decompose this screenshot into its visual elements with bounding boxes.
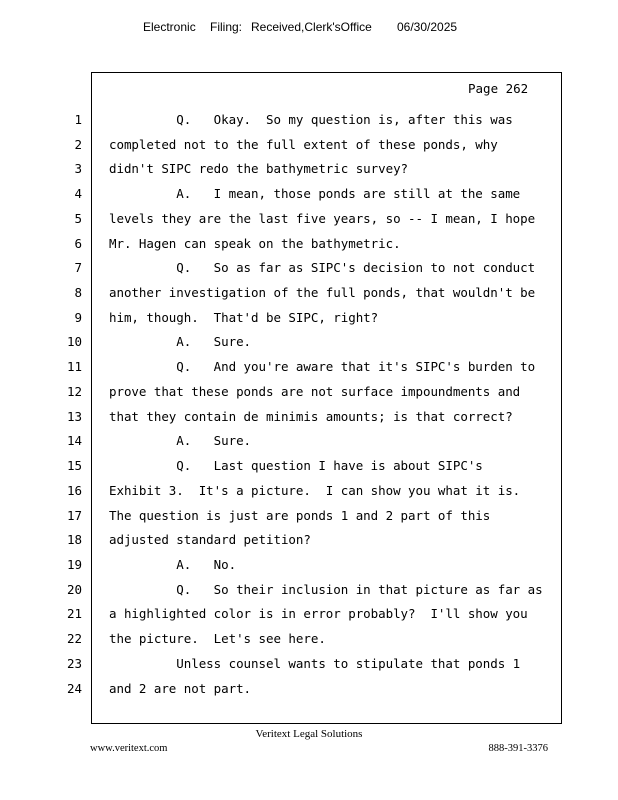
line-number: 17 — [66, 508, 82, 523]
line-text: him, though. That'd be SIPC, right? — [109, 310, 379, 325]
line-text: Q. Last question I have is about SIPC's — [109, 458, 483, 473]
header-filing: Filing: — [210, 20, 243, 34]
line-text: Mr. Hagen can speak on the bathymetric. — [109, 236, 401, 251]
line-text: a highlighted color is in error probably? I'll show you — [109, 606, 528, 621]
line-text: prove that these ponds are not surface impoundments and — [109, 384, 521, 399]
line-text: the picture. Let's see here. — [109, 631, 326, 646]
line-text: Q. Okay. So my question is, after this was — [109, 112, 513, 127]
line-text: levels they are the last five years, so -- I mean, I hope — [109, 211, 536, 226]
line-number: 4 — [74, 186, 82, 201]
line-number: 23 — [66, 656, 82, 671]
footer-phone: 888-391-3376 — [488, 743, 548, 754]
page-number: Page 262 — [468, 81, 529, 96]
line-text: didn't SIPC redo the bathymetric survey? — [109, 161, 409, 176]
line-text: Exhibit 3. It's a picture. I can show you what it is. — [109, 483, 521, 498]
line-text: that they contain de minimis amounts; is that correct? — [109, 409, 513, 424]
line-number: 19 — [66, 557, 82, 572]
line-number: 20 — [66, 582, 82, 597]
line-number: 2 — [74, 137, 82, 152]
line-number: 10 — [66, 334, 82, 349]
line-number: 18 — [66, 532, 82, 547]
line-text: Q. And you're aware that it's SIPC's burden to — [109, 359, 536, 374]
filing-header — [0, 20, 618, 38]
line-number: 14 — [66, 433, 82, 448]
line-text: completed not to the full extent of these ponds, why — [109, 137, 498, 152]
line-text: adjusted standard petition? — [109, 532, 311, 547]
line-text: Unless counsel wants to stipulate that ponds 1 — [109, 656, 521, 671]
line-number: 3 — [74, 161, 82, 176]
header-date: 06/30/2025 — [397, 20, 458, 34]
line-number: 13 — [66, 409, 82, 424]
header-received: Received,Clerk'sOffice — [251, 20, 372, 34]
line-number: 8 — [74, 285, 82, 300]
footer-company: Veritext Legal Solutions — [255, 728, 363, 740]
line-number: 6 — [74, 236, 82, 251]
line-text: A. Sure. — [109, 334, 252, 349]
footer-website: www.veritext.com — [90, 743, 168, 754]
line-number: 24 — [66, 681, 82, 696]
line-number: 5 — [74, 211, 82, 226]
line-number: 22 — [66, 631, 82, 646]
line-text: another investigation of the full ponds, that wouldn't be — [109, 285, 536, 300]
line-number: 15 — [66, 458, 82, 473]
header-electronic: Electronic — [143, 20, 196, 34]
line-number: 12 — [66, 384, 82, 399]
line-text: and 2 are not part. — [109, 681, 252, 696]
line-text: A. I mean, those ponds are still at the same — [109, 186, 521, 201]
line-number: 9 — [74, 310, 82, 325]
line-number: 7 — [74, 260, 82, 275]
line-text: Q. So as far as SIPC's decision to not conduct — [109, 260, 536, 275]
line-number: 1 — [74, 112, 82, 127]
line-number: 21 — [66, 606, 82, 621]
line-number: 11 — [66, 359, 82, 374]
line-number: 16 — [66, 483, 82, 498]
line-text: Q. So their inclusion in that picture as far as — [109, 582, 543, 597]
line-text: A. No. — [109, 557, 237, 572]
line-text: A. Sure. — [109, 433, 252, 448]
line-text: The question is just are ponds 1 and 2 part of this — [109, 508, 491, 523]
